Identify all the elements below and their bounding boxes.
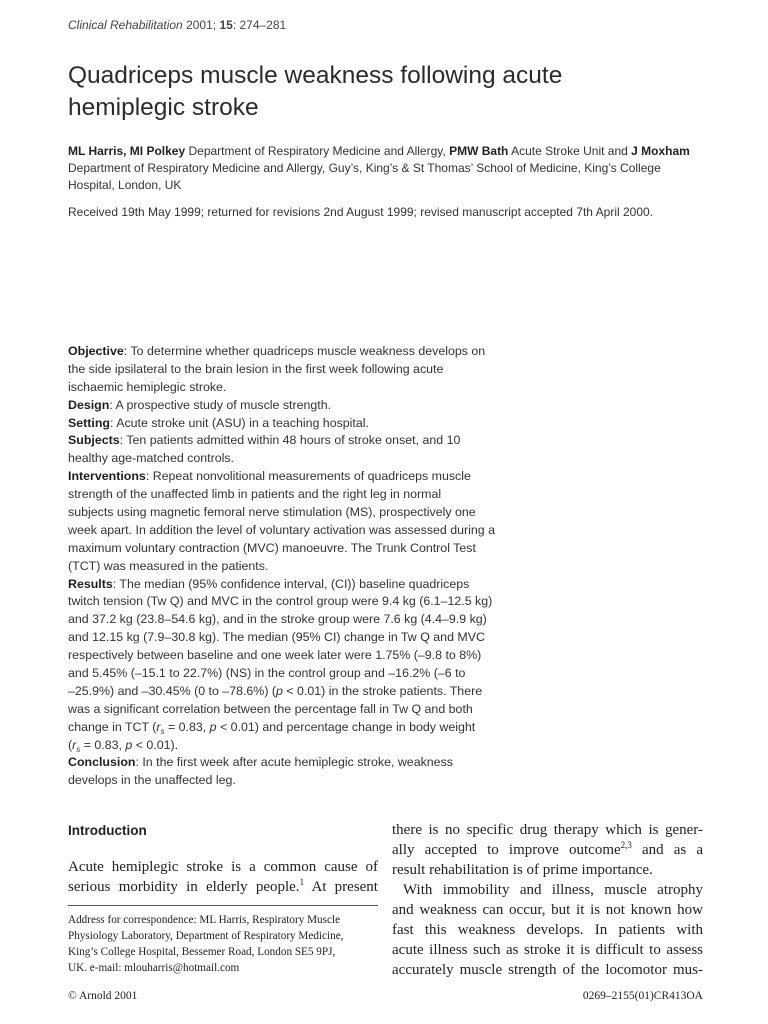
abstract-line: [68, 737, 538, 755]
journal-year: 2001;: [186, 18, 217, 32]
abstract-line: healthy age-matched controls.: [68, 451, 234, 466]
abstract-line: respectively between baseline and one week later were 1.75% (–9.8 to 8%): [68, 648, 482, 663]
correspondence-address: [68, 912, 378, 976]
abstract-line: [68, 415, 538, 433]
interventions-label: Interventions: [68, 469, 146, 484]
journal-pages: : 274–281: [232, 18, 287, 32]
abstract-line: and 37.2 kg (23.8–54.6 kg), and in the stroke group were 7.6 kg (4.4–9.9 kg): [68, 612, 487, 627]
affiliation-1: Department of Respiratory Medicine and Allergy,: [185, 144, 450, 158]
address-line: UK. e-mail: mlouharris@hotmail.com: [68, 962, 240, 974]
author-bath: PMW Bath: [449, 144, 509, 158]
received-dates: Received 19th May 1999; returned for revisions 2nd August 1999; revised manuscript accepted 7th April 2000.: [68, 205, 654, 219]
affiliation-3-line-2: Hospital, London, UK: [68, 178, 182, 192]
results-text: = 0.83,: [164, 719, 210, 734]
article-code: 0269–2155(01)CR413OA: [582, 990, 703, 1002]
body-line: acute illness such as stroke it is difficult to assess: [392, 942, 703, 958]
author-harris-polkey: ML Harris, MI Polkey: [68, 144, 186, 158]
abstract-line: [68, 683, 538, 701]
journal-name: Clinical Rehabilitation: [68, 18, 183, 32]
design-label: Design: [68, 397, 110, 412]
address-line: Address for correspondence: ML Harris, Respiratory Muscle: [68, 914, 341, 926]
abstract-line: ischaemic hemiplegic stroke.: [68, 379, 227, 394]
abstract-line: week apart. In addition the level of voluntary activation was assessed during a: [68, 522, 496, 537]
journal-volume: 15: [219, 18, 233, 32]
abstract-line: and 5.45% (–15.1 to 22.7%) (NS) in the control group and –16.2% (–6 to: [68, 666, 466, 681]
abstract-line: [68, 576, 538, 594]
results-text: –25.9%) and –30.45% (0 to –78.6%) (: [68, 683, 277, 698]
article-title: [68, 60, 708, 124]
address-line: King’s College Hospital, Bessemer Road, London SE5 9PJ,: [68, 946, 336, 958]
body-text: and as a: [631, 842, 703, 858]
body-text: At present: [304, 879, 378, 895]
objective-text: : To determine whether quadriceps muscle weakness develops on: [123, 344, 486, 358]
s-subscript: s: [160, 726, 165, 736]
design-text: : A prospective study of muscle strength.: [109, 397, 332, 412]
abstract-line: [68, 397, 538, 415]
results-text: < 0.01).: [132, 737, 179, 752]
author-line-1: [68, 143, 708, 160]
p-symbol: p: [209, 719, 217, 734]
abstract-line: [68, 754, 538, 772]
abstract-line: maximum voluntary contraction (MVC) manoeuvre. The Trunk Control Test: [68, 540, 476, 555]
body-line: result rehabilitation is of prime importance.: [392, 862, 653, 878]
p-symbol: p: [125, 737, 133, 752]
author-block: [68, 143, 708, 194]
body-column-left: [68, 857, 378, 897]
subjects-text: : Ten patients admitted within 48 hours of stroke onset, and 10: [119, 433, 461, 448]
conclusion-text: : In the first week after acute hemiplegic stroke, weakness: [135, 755, 453, 770]
title-line-1: Quadriceps muscle weakness following acute: [68, 62, 563, 89]
results-text: change in TCT (: [68, 719, 157, 734]
results-text: : The median (95% confidence interval, (CI)) baseline quadriceps: [112, 576, 470, 591]
abstract-line: the side ipsilateral to the brain lesion in the first week following acute: [68, 361, 444, 376]
interventions-text: : Repeat nonvolitional measurements of quadriceps muscle: [145, 469, 471, 484]
abstract-line: strength of the unaffected limb in patients and the right leg in normal: [68, 487, 442, 502]
introduction-heading: Introduction: [68, 823, 147, 838]
body-line: Acute hemiplegic stroke is a common cause of: [68, 859, 378, 875]
setting-label: Setting: [68, 415, 110, 430]
subjects-label: Subjects: [68, 433, 120, 448]
r-symbol: r: [156, 719, 161, 734]
results-text: < 0.01) in the stroke patients. There: [282, 683, 483, 698]
body-line: fast this weakness develops. In patients with: [392, 922, 703, 938]
body-column-right: [392, 820, 703, 980]
reference-1: 1: [299, 877, 305, 887]
p-symbol: p: [276, 683, 283, 698]
setting-text: : Acute stroke unit (ASU) in a teaching hospital.: [110, 415, 369, 430]
title-line-2: hemiplegic stroke: [68, 94, 259, 121]
abstract-line: (TCT) was measured in the patients.: [68, 558, 269, 573]
objective-label: Objective: [68, 344, 124, 358]
abstract-line: twitch tension (Tw Q) and MVC in the control group were 9.4 kg (6.1–12.5 kg): [68, 594, 493, 609]
author-moxham: J Moxham: [631, 144, 690, 158]
body-line: and weakness can occur, but it is not known how: [392, 902, 703, 918]
body-line: [68, 877, 378, 897]
r-symbol: r: [72, 737, 77, 752]
abstract-line: subjects using magnetic femoral nerve stimulation (MS), prospectively one: [68, 505, 476, 520]
abstract-line: was a significant correlation between the percentage fall in Tw Q and both: [68, 701, 473, 716]
results-text: = 0.83,: [80, 737, 126, 752]
body-line: accurately muscle strength of the locomotor mus-: [392, 962, 703, 978]
affiliation-2: Acute Stroke Unit and: [508, 144, 632, 158]
conclusion-label: Conclusion: [68, 755, 136, 770]
body-line: [392, 840, 703, 860]
body-line: there is no specific drug therapy which is gener-: [392, 822, 703, 838]
abstract-line: [68, 432, 538, 450]
reference-2-3: 2,3: [620, 840, 632, 850]
body-text: serious morbidity in elderly people.: [68, 879, 300, 895]
journal-citation: [68, 18, 286, 32]
footnote-rule: [68, 905, 378, 906]
abstract-line: and 12.15 kg (7.9–30.8 kg). The median (95% CI) change in Tw Q and MVC: [68, 630, 485, 645]
abstract-line: [68, 719, 538, 737]
body-text: ally accepted to improve outcome: [392, 842, 621, 858]
abstract-line: [68, 343, 538, 361]
s-subscript: s: [76, 744, 81, 754]
affiliation-3-line-1: Department of Respiratory Medicine and Allergy, Guy’s, King’s & St Thomas’ School of Medicine, King’s College: [68, 161, 661, 175]
results-text: < 0.01) and percentage change in body weight: [216, 719, 476, 734]
abstract: [68, 343, 538, 790]
abstract-line: develops in the unaffected leg.: [68, 773, 236, 788]
results-label: Results: [68, 576, 113, 591]
results-text: (: [68, 737, 73, 752]
body-line: With immobility and illness, muscle atrophy: [403, 882, 703, 898]
copyright: © Arnold 2001: [68, 990, 138, 1002]
abstract-line: [68, 468, 538, 486]
address-line: Physiology Laboratory, Department of Respiratory Medicine,: [68, 930, 344, 942]
